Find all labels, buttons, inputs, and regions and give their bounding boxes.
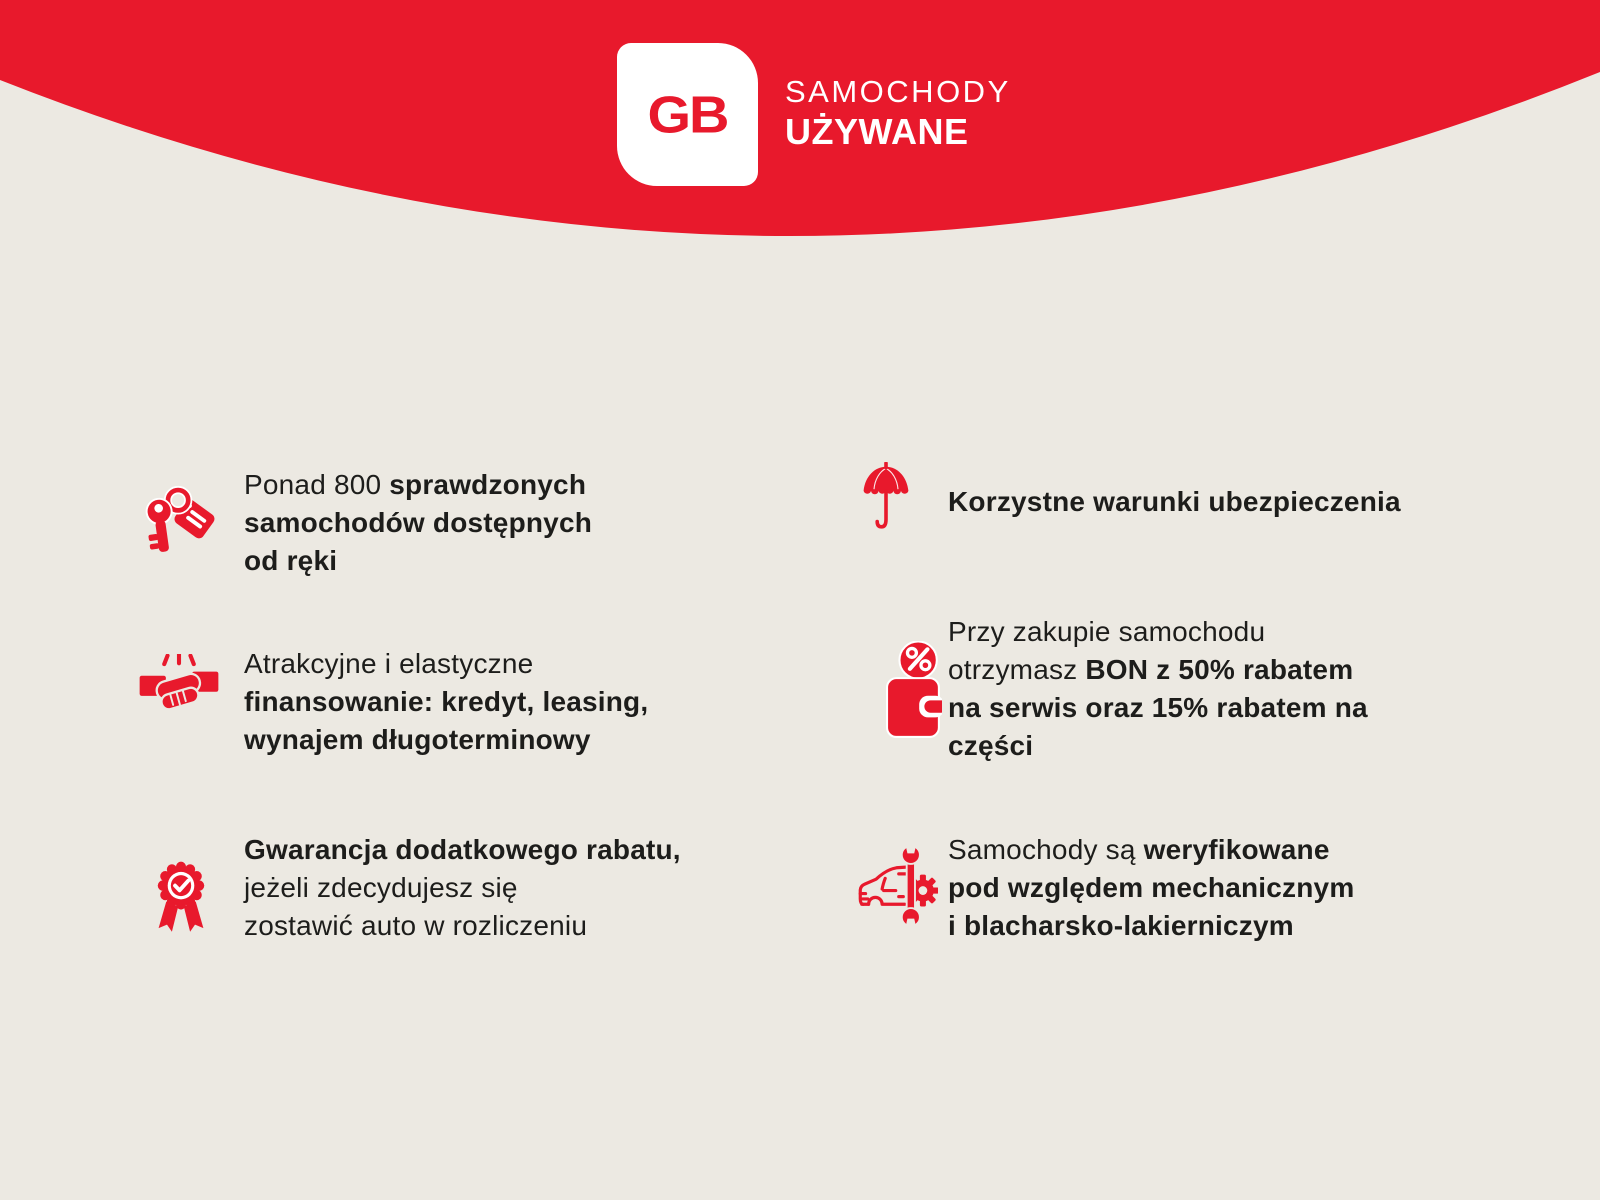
brand-line-1: SAMOCHODY bbox=[785, 74, 1011, 109]
header-curve-shape bbox=[0, 0, 1600, 400]
logo-monogram: GB bbox=[647, 85, 728, 144]
feature-text bbox=[244, 831, 681, 945]
car-key-tag-icon bbox=[143, 483, 221, 555]
feature-text-line: samochodów dostępnych bbox=[244, 507, 593, 538]
umbrella-icon bbox=[858, 462, 914, 542]
feature-text-line: wynajem długoterminowy bbox=[244, 724, 591, 755]
wallet-discount-icon bbox=[886, 641, 942, 738]
feature-text-line: pod względem mechanicznym bbox=[948, 872, 1355, 903]
feature-text bbox=[244, 645, 648, 759]
car-service-icon bbox=[858, 845, 938, 927]
feature-text bbox=[948, 483, 1401, 521]
feature-text-line: Ponad 800 sprawdzonych bbox=[244, 469, 587, 500]
feature-text-line: zostawić auto w rozliczeniu bbox=[244, 910, 588, 941]
feature-text-line: finansowanie: kredyt, leasing, bbox=[244, 686, 649, 717]
feature-text-line: Gwarancja dodatkowego rabatu, bbox=[244, 834, 681, 865]
brand-logo bbox=[617, 43, 758, 186]
feature-text-line: części bbox=[948, 730, 1034, 761]
feature-text bbox=[244, 466, 592, 580]
feature-text bbox=[948, 613, 1368, 765]
handshake-icon bbox=[138, 654, 220, 716]
feature-text-line: Atrakcyjne i elastyczne bbox=[244, 648, 534, 679]
feature-text bbox=[948, 831, 1354, 945]
feature-text-line: na serwis oraz 15% rabatem na bbox=[948, 692, 1368, 723]
brand-text bbox=[785, 76, 1011, 150]
header-banner bbox=[0, 0, 1600, 400]
feature-text-line: od ręki bbox=[244, 545, 338, 576]
feature-text-line: Korzystne warunki ubezpieczenia bbox=[948, 486, 1401, 517]
feature-text-line: jeżeli zdecydujesz się bbox=[244, 872, 518, 903]
brand-line-2: UŻYWANE bbox=[785, 111, 969, 152]
feature-text-line: Przy zakupie samochodu bbox=[948, 616, 1266, 647]
award-badge-icon bbox=[146, 851, 216, 939]
feature-text-line: i blacharsko-lakierniczym bbox=[948, 910, 1294, 941]
feature-text-line: otrzymasz BON z 50% rabatem bbox=[948, 654, 1354, 685]
feature-text-line: Samochody są weryfikowane bbox=[948, 834, 1330, 865]
